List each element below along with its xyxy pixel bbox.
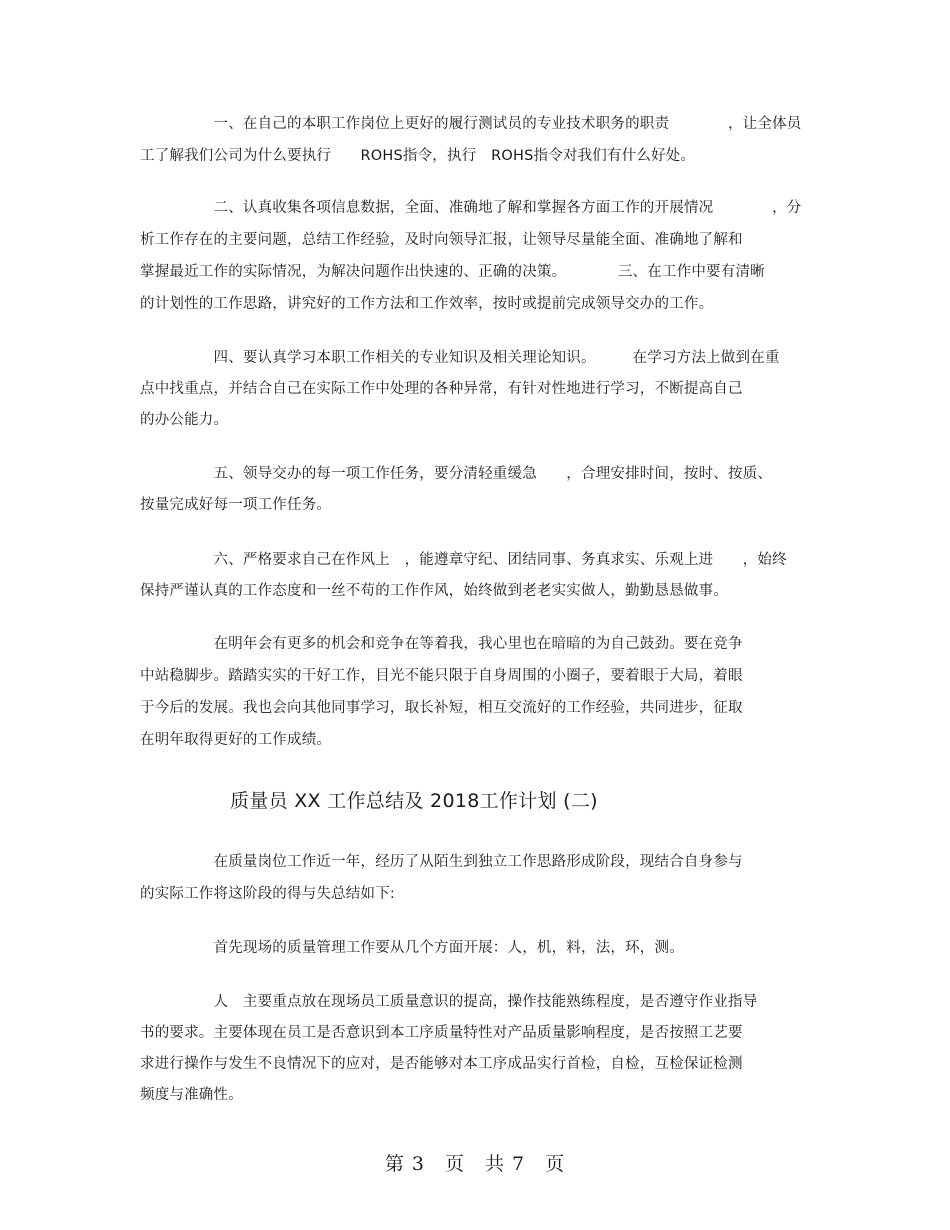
line: 首先现场的质量管理工作要从几个方面开展：人，机，料，法，环，测。 [140, 940, 684, 956]
line: 四、要认真学习本职工作相关的专业知识及相关理论知识。 在学习方法上做到在重 [140, 350, 780, 366]
line: 书的要求。主要体现在员工是否意识到本工序质量特性对产品质量影响程度，是否按照工艺要 [140, 1025, 743, 1041]
line: 二、认真收集各项信息数据，全面、准确地了解和掌握各方面工作的开展情况 ，分 [140, 200, 802, 216]
line: 求进行操作与发生不良情况下的应对，是否能够对本工序成品实行首检，自检，互检保证检测 [140, 1056, 743, 1072]
line: 的实际工作将这阶段的得与失总结如下: [140, 886, 395, 902]
line: 五、领导交办的每一项工作任务，要分清轻重缓急 ，合理安排时间，按时、按质、 [140, 466, 773, 482]
line: 人 主要重点放在现场员工质量意识的提高，操作技能熟练程度，是否遵守作业指导 [140, 994, 758, 1010]
section-title: 质量员 XX 工作总结及 2018工作计划 (二) [230, 790, 598, 812]
line: 中站稳脚步。踏踏实实的干好工作，目光不能只限于自身周围的小圈子，要着眼于大局，着眼 [140, 668, 743, 684]
page-footer: 第 3 页 共 7 页 [384, 1153, 566, 1175]
line: 在明年取得更好的工作成绩。 [140, 732, 332, 748]
line: 的计划性的工作思路，讲究好的工作方法和工作效率，按时或提前完成领导交办的工作。 [140, 296, 714, 312]
line: 工了解我们公司为什么要执行 ROHS指令，执行 ROHS指令对我们有什么好处。 [140, 148, 696, 164]
line: 掌握最近工作的实际情况，为解决问题作出快速的、正确的决策。 三、在工作中要有清晰 [140, 264, 765, 280]
line: 在质量岗位工作近一年，经历了从陌生到独立工作思路形成阶段，现结合自身参与 [140, 854, 743, 870]
line: 在明年会有更多的机会和竞争在等着我，我心里也在暗暗的为自己鼓劲。要在竞争 [140, 636, 743, 652]
line: 点中找重点，并结合自己在实际工作中处理的各种异常，有针对性地进行学习，不断提高自己 [140, 381, 743, 397]
line: 频度与准确性。 [140, 1087, 243, 1103]
line: 一、在自己的本职工作岗位上更好的履行测试员的专业技术职务的职责 ，让全体员 [140, 116, 802, 132]
line: 六、严格要求自己在作风上 ，能遵章守纪、团结同事、务真求实、乐观上进 ，始终 [140, 552, 787, 568]
line: 按量完成好每一项工作任务。 [140, 497, 332, 513]
line: 析工作存在的主要问题，总结工作经验，及时向领导汇报，让领导尽量能全面、准确地了解和 [140, 232, 743, 248]
line: 保持严谨认真的工作态度和一丝不苟的工作作风，始终做到老老实实做人，勤勤恳恳做事。 [140, 583, 728, 599]
line: 于今后的发展。我也会向其他同事学习，取长补短，相互交流好的工作经验，共同进步，征取 [140, 700, 743, 716]
line: 的办公能力。 [140, 412, 229, 428]
